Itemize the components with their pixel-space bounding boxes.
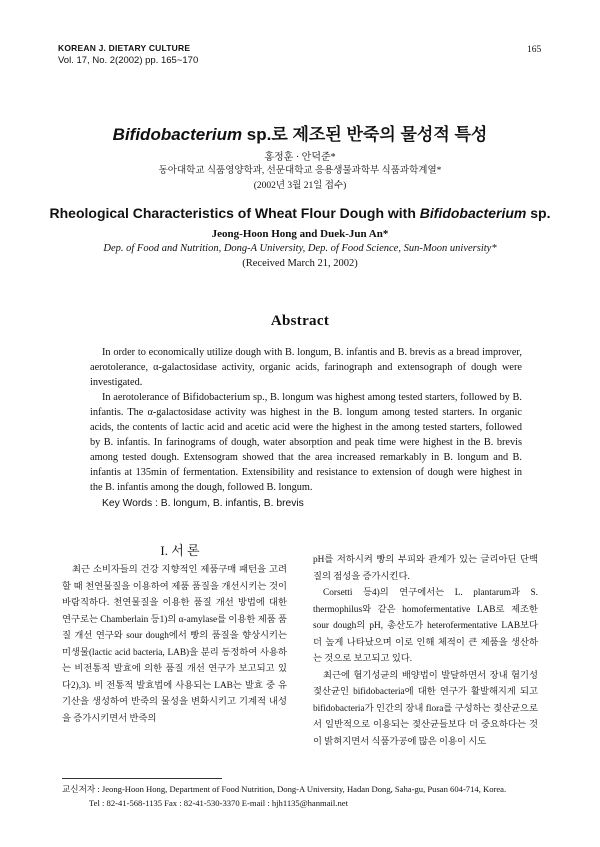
- korean-received-date: (2002년 3월 21일 접수): [253, 181, 347, 191]
- footnote-line-2: Tel : 82-41-568-1135 Fax : 82-41-530-3370 E-mail : hjh1135@hanmail.net: [89, 798, 348, 808]
- abstract-paragraph-2: In aerotolerance of Bifidobacterium sp., B. longum was highest among tested starters, followed by B. infantis. The α-galactosidase activity was highest in the B. longum among tested starters. In organic acids, the contents of lactic acid and acetic acid were the highest in the among tested starters, followed by B. infantis. In farinograms of dough, water absorption and peak time were highest in the B. brevis among tested dough. Extensogram showed that the area increased remarkably in B. longum and B. infantis at 135min of fermentation. Extensibility and resistance to extension of dough were highest in the B. infantis among the dough, followed B. longum.: [90, 392, 522, 493]
- keywords: Key Words : B. longum, B. infantis, B. brevis: [102, 498, 304, 509]
- english-affiliation: Dep. of Food and Nutrition, Dong-A University, Dep. of Food Science, Sun-Moon university*: [103, 243, 497, 254]
- left-column: [62, 562, 287, 727]
- right-column: [313, 552, 538, 750]
- volume-info: Vol. 17, No. 2(2002) pp. 165~170: [58, 55, 199, 66]
- korean-title: [0, 120, 600, 145]
- english-received-date: (Received March 21, 2002): [242, 258, 358, 269]
- korean-affiliation: 동아대학교 식품영양학과, 선문대학교 응용생물과학부 식품과학계열*: [158, 166, 442, 176]
- korean-authors: 홍정훈 · 안덕준*: [264, 152, 336, 163]
- section-heading-introduction: I. 서 론: [160, 543, 200, 558]
- english-title-italic: Bifidobacterium: [419, 205, 527, 221]
- abstract-paragraph-1: In order to economically utilize dough with B. longum, B. infantis and B. brevis as a bread improver, aerotolerance, α-galactosidase activity, organic acids, farinograph and extensograph of dough were investigated.: [90, 347, 522, 388]
- english-authors: Jeong-Hoon Hong and Duek-Jun An*: [211, 228, 389, 240]
- english-title-main: Rheological Characteristics of Wheat Flour Dough with: [49, 205, 420, 221]
- corresponding-author-footnote: [62, 782, 532, 810]
- korean-title-italic: Bifidobacterium: [112, 125, 243, 144]
- korean-title-rest: sp.로 제조된 반죽의 물성적 특성: [242, 125, 488, 144]
- intro-paragraph-3: 최근에 혐기성균의 배양법이 발달하면서 장내 혐기성 젖산균인 bifidobacteria에 대한 연구가 활발해지게 되고 bifidobacteria가 인간의 장내 flora를 구성하는 젖산균으로서 일반적으로 이용되는 젖산균들보다 더 중요하다는 것이 밝혀지면서 식품가공에 많은 이용이 시도: [313, 670, 538, 747]
- page-number: 165: [527, 45, 542, 55]
- intro-paragraph-2: Corsetti 등4)의 연구에서는 L. plantarum과 S. thermophilus와 같은 homofermentative LAB로 제조한 sour dough의 pH, 총산도가 heterofermentative LAB보다 더 높게 나타났으며 이로 인해 체적이 큰 제품을 생산하는 것으로 보고되고 있다.: [313, 588, 538, 664]
- intro-paragraph-continued: pH를 저하시켜 빵의 부피와 관계가 있는 글리아딘 단백질의 점성을 증가시킨다.: [313, 555, 538, 582]
- english-title-end: sp.: [526, 205, 551, 221]
- abstract-heading: Abstract: [270, 313, 330, 329]
- footnote-line-1: 교신저자 : Jeong-Hoon Hong, Department of Food Nutrition, Dong-A University, Hadan Dong, Saha-gu, Pusan 604-714, Korea.: [62, 784, 507, 794]
- intro-paragraph-1: 최근 소비자들의 건강 지향적인 제품구매 패턴을 고려할 때 천연물질을 이용하여 제품 품질을 개선시키는 것이 바람직하다. 천연물질을 이용한 품질 개선 방법에 대한 연구로는 Chamberlain 등1)의 α-amylase를 이용한 제품 품질 개선 연구와 sour dough에서 빵의 품질을 향상시키는 미생물(lactic acid bacteria, LAB)을 분리 동정하여 사용하는 비전통적 발효에 의한 품질 개선 연구가 보고되고 있다2),3). 비 전통적 발효법에 사용되는 LAB는 발효 중 유기산을 생성하여 반죽의 물성을 변화시키고 기계적 내성을 증가시키면서 반죽의: [62, 565, 287, 724]
- journal-name: KOREAN J. DIETARY CULTURE: [58, 43, 191, 53]
- abstract-body: [90, 345, 522, 511]
- footnote-divider: [62, 778, 222, 779]
- english-title: [0, 205, 600, 221]
